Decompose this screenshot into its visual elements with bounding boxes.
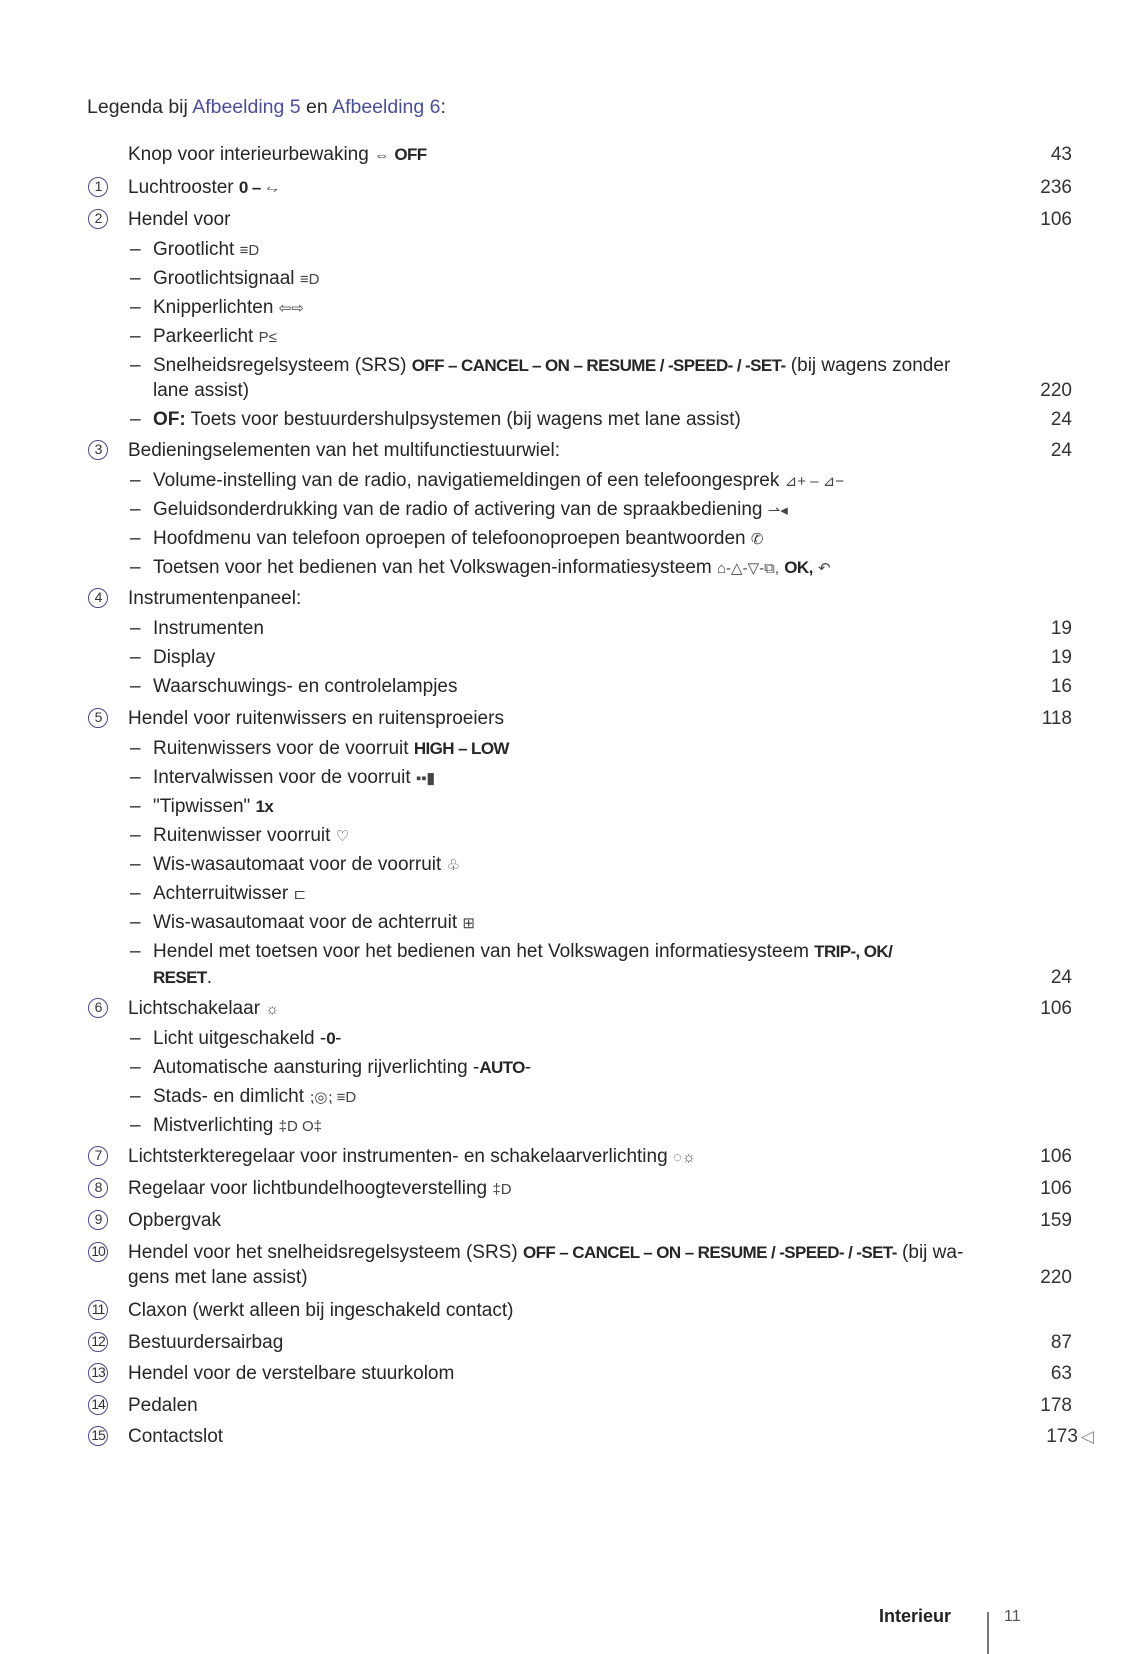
dot-leader <box>231 1424 975 1450</box>
legend-item-10-cont: gens met lane assist) 220 <box>0 1265 1142 1291</box>
dot-leader <box>220 965 975 991</box>
page-ref[interactable]: 24 <box>1050 409 1072 430</box>
high-beam-icon: ≡D <box>239 242 260 259</box>
car-interior-monitor-icon: ⇔ <box>374 147 390 164</box>
legend-item-1: 1 Luchtrooster 0 – ⥊ 236 <box>0 175 1142 201</box>
page-ref[interactable]: 43 <box>1050 144 1072 165</box>
footer-page-number: 11 <box>1004 1608 1021 1625</box>
sub-item: – "Tipwissen" 1x <box>130 796 274 817</box>
legend-item-15: 15 Contactslot 173 ◁ <box>0 1424 1142 1450</box>
parking-light-icon: P≤ <box>258 329 277 346</box>
dimmer-icon: ◌☼ <box>672 1149 696 1166</box>
mute-voice-icon: ⇀◂ <box>767 502 788 519</box>
sub-item: – Waarschuwings- en controlelampjes 16 <box>0 674 1142 700</box>
light-switch-icon: ☼ <box>265 1001 280 1018</box>
dot-leader <box>316 1265 975 1291</box>
dot-leader <box>704 1144 975 1170</box>
sub-item: – Volume-instelling van de radio, navigatiemeldingen of een telefoongesprek ⊿+ – ⊿− <box>130 470 844 491</box>
legend-title <box>87 96 446 119</box>
legend-item-4: 4 Instrumentenpaneel: <box>0 586 1142 612</box>
dot-leader <box>272 616 975 642</box>
callout-number: 8 <box>88 1178 108 1198</box>
sub-item: – Wis-wasautomaat voor de achterruit ⊞ <box>130 912 475 933</box>
sub-item: – Geluidsonderdrukking van de radio of activering van de spraakbediening ⇀◂ <box>130 499 788 520</box>
page-ref[interactable]: 159 <box>1040 1210 1072 1231</box>
sub-item: – Ruitenwisser voorruit ♡ <box>130 825 350 846</box>
callout-number: 4 <box>88 588 108 608</box>
footer-divider <box>987 1612 989 1654</box>
sub-item: – Intervalwissen voor de voorruit ▪▪▮ <box>130 767 435 788</box>
headlight-flasher-icon: ≡D <box>299 271 320 288</box>
callout-number: 2 <box>88 209 108 229</box>
page-ref[interactable]: 220 <box>1040 1267 1072 1288</box>
legend-item-12: 12 Bestuurdersairbag 87 <box>0 1330 1142 1356</box>
page-ref[interactable]: 106 <box>1040 1178 1072 1199</box>
sub-item: – Toetsen voor het bedienen van het Volkswagen-informatiesysteem ⌂-△-▽-⧉, OK, ↶ <box>130 557 831 578</box>
sub-item-trip: – Hendel met toetsen voor het bedienen van het Volkswagen informatiesysteem TRIP-, OK/ <box>130 941 893 962</box>
sub-item: – Ruitenwissers voor de voorruit HIGH – LOW <box>130 738 509 759</box>
side-dipped-light-icon: ⁏◎⁏ ≡D <box>309 1089 357 1106</box>
sub-item: – Automatische aansturing rijverlichting -AUTO- <box>130 1057 532 1078</box>
sub-item: – Parkeerlicht P≤ <box>130 326 277 347</box>
page-ref[interactable]: 106 <box>1040 1146 1072 1167</box>
callout-number: 10 <box>88 1242 108 1262</box>
seat-airflow-icon: ⥊ <box>266 180 279 197</box>
sub-item: – Instrumenten 19 <box>0 616 1142 642</box>
page-ref[interactable]: 24 <box>1050 967 1072 988</box>
callout-number: 14 <box>88 1395 108 1415</box>
legend-item-10: 10 Hendel voor het snelheidsregelsysteem (SRS) OFF – CANCEL – ON – RESUME / -SPEED- / -SET- (bij wa- <box>0 1240 1142 1266</box>
rear-wiper-icon: ⊏ <box>293 886 307 903</box>
sub-item: – Grootlichtsignaal ≡D <box>130 268 320 289</box>
footer-section-label: Interieur <box>879 1606 952 1626</box>
sub-item: – Display 19 <box>0 645 1142 671</box>
sub-item: – Hoofdmenu van telefoon oproepen of telefoonoproepen beantwoorden ✆ <box>130 528 764 549</box>
callout-number: 11 <box>88 1300 108 1320</box>
front-washer-icon: ♧ <box>446 857 461 874</box>
sub-item: – Grootlicht ≡D <box>130 239 260 260</box>
dot-leader <box>749 407 975 433</box>
sub-item: – Achterruitwisser ⊏ <box>130 883 307 904</box>
volume-up-down-icon: ⊿+ – ⊿− <box>784 473 844 490</box>
dot-leader <box>206 1393 975 1419</box>
page-ref[interactable]: 24 <box>1050 440 1072 461</box>
dot-leader <box>238 207 975 233</box>
legend-item-6: 6 Lichtschakelaar ☼ 106 <box>0 996 1142 1022</box>
dot-leader <box>435 142 975 168</box>
item-text: Hendel voor <box>128 209 231 230</box>
page-ref[interactable]: 16 <box>1050 676 1072 697</box>
page-ref[interactable]: 220 <box>1040 380 1072 401</box>
title-mid: en <box>300 96 333 118</box>
page-ref[interactable]: 63 <box>1050 1363 1072 1384</box>
legend-item-2 <box>0 207 1142 233</box>
callout-number: 7 <box>88 1146 108 1166</box>
callout-number: 15 <box>88 1426 108 1446</box>
page-ref[interactable]: 87 <box>1050 1332 1072 1353</box>
legend-item-8: 8 Regelaar voor lichtbundelhoogteverstelling ‡D 106 <box>0 1176 1142 1202</box>
sub-item-trip-cont: RESET. 24 <box>0 965 1142 991</box>
sub-item: – Licht uitgeschakeld -0- <box>130 1028 342 1049</box>
callout-number: 5 <box>88 708 108 728</box>
dot-leader <box>520 1176 975 1202</box>
sub-item-srs: – Snelheidsregelsysteem (SRS) OFF – CANCEL – ON – RESUME / -SPEED- / -SET- (bij wagens zonder <box>130 355 951 376</box>
rear-washer-icon: ⊞ <box>462 915 475 932</box>
title-suffix: : <box>440 96 446 118</box>
link-afbeelding-6[interactable]: Afbeelding 6 <box>332 96 441 118</box>
dot-leader <box>286 175 975 201</box>
callout-number: 12 <box>88 1332 108 1352</box>
dot-leader <box>462 1361 975 1387</box>
legend-item-3: 3 Bedieningselementen van het multifunctiestuurwiel: 24 <box>0 438 1142 464</box>
sub-item-of: – OF: Toets voor bestuurdershulpsystemen (bij wagens met lane assist) 24 <box>0 407 1142 433</box>
legend-item-7: 7 Lichtsterkteregelaar voor instrumenten- en schakelaarverlichting ◌☼ 106 <box>0 1144 1142 1170</box>
title-prefix: Legenda bij <box>87 96 193 118</box>
dot-leader <box>257 378 975 404</box>
legend-item-knop <box>0 142 1142 168</box>
dot-leader <box>287 996 975 1022</box>
sub-item: – Mistverlichting ‡D O‡ <box>130 1115 323 1136</box>
callout-number: 9 <box>88 1210 108 1230</box>
dot-leader <box>512 706 975 732</box>
callout-number: 13 <box>88 1363 108 1383</box>
page-ref[interactable]: 19 <box>1050 647 1072 668</box>
back-arrow-icon[interactable]: ◁ <box>1080 1427 1094 1446</box>
dot-leader <box>465 674 975 700</box>
dot-leader <box>568 438 975 464</box>
link-afbeelding-5[interactable]: Afbeelding 5 <box>192 96 301 118</box>
turn-signals-icon: ⇦⇨ <box>278 300 304 317</box>
callout-number: 3 <box>88 440 108 460</box>
sub-item: – Wis-wasautomaat voor de voorruit ♧ <box>130 854 461 875</box>
page-ref[interactable]: 173 ◁ <box>1046 1426 1094 1447</box>
sub-item: – Knipperlichten ⇦⇨ <box>130 297 304 318</box>
sub-item-srs-cont: lane assist) 220 <box>0 378 1142 404</box>
headlight-range-icon: ‡D <box>492 1181 512 1198</box>
phone-icon: ✆ <box>750 531 764 548</box>
page-ref[interactable]: 118 <box>1041 708 1072 729</box>
page-ref[interactable]: 236 <box>1040 177 1072 198</box>
info-system-keys-icon: ⌂-△-▽-⧉, <box>717 560 779 577</box>
callout-number: 6 <box>88 998 108 1018</box>
page-ref[interactable]: 178 <box>1040 1395 1072 1416</box>
sub-item: – Stads- en dimlicht ⁏◎⁏ ≡D <box>130 1086 357 1107</box>
legend-item-5: 5 Hendel voor ruitenwissers en ruitensproeiers 118 <box>0 706 1142 732</box>
page-ref[interactable]: 106 <box>1040 998 1072 1019</box>
front-wiper-icon: ♡ <box>335 828 350 845</box>
page-ref[interactable]: 106 <box>1040 209 1072 230</box>
legend-item-9: 9 Opbergvak 159 <box>0 1208 1142 1234</box>
dot-leader <box>223 645 975 671</box>
page-ref[interactable]: 19 <box>1050 618 1072 639</box>
fog-light-icon: ‡D O‡ <box>278 1118 323 1135</box>
interval-wipe-icon: ▪▪▮ <box>415 770 435 787</box>
legend-item-11: 11 Claxon (werkt alleen bij ingeschakeld contact) <box>0 1298 1142 1324</box>
legend-item-14: 14 Pedalen 178 <box>0 1393 1142 1419</box>
back-icon: ↶ <box>818 560 831 577</box>
dot-leader <box>229 1208 975 1234</box>
dot-leader <box>291 1330 975 1356</box>
callout-number: 1 <box>88 177 108 197</box>
legend-item-13: 13 Hendel voor de verstelbare stuurkolom 63 <box>0 1361 1142 1387</box>
item-text: Knop voor interieurbewaking ⇔ OFF <box>128 144 427 165</box>
